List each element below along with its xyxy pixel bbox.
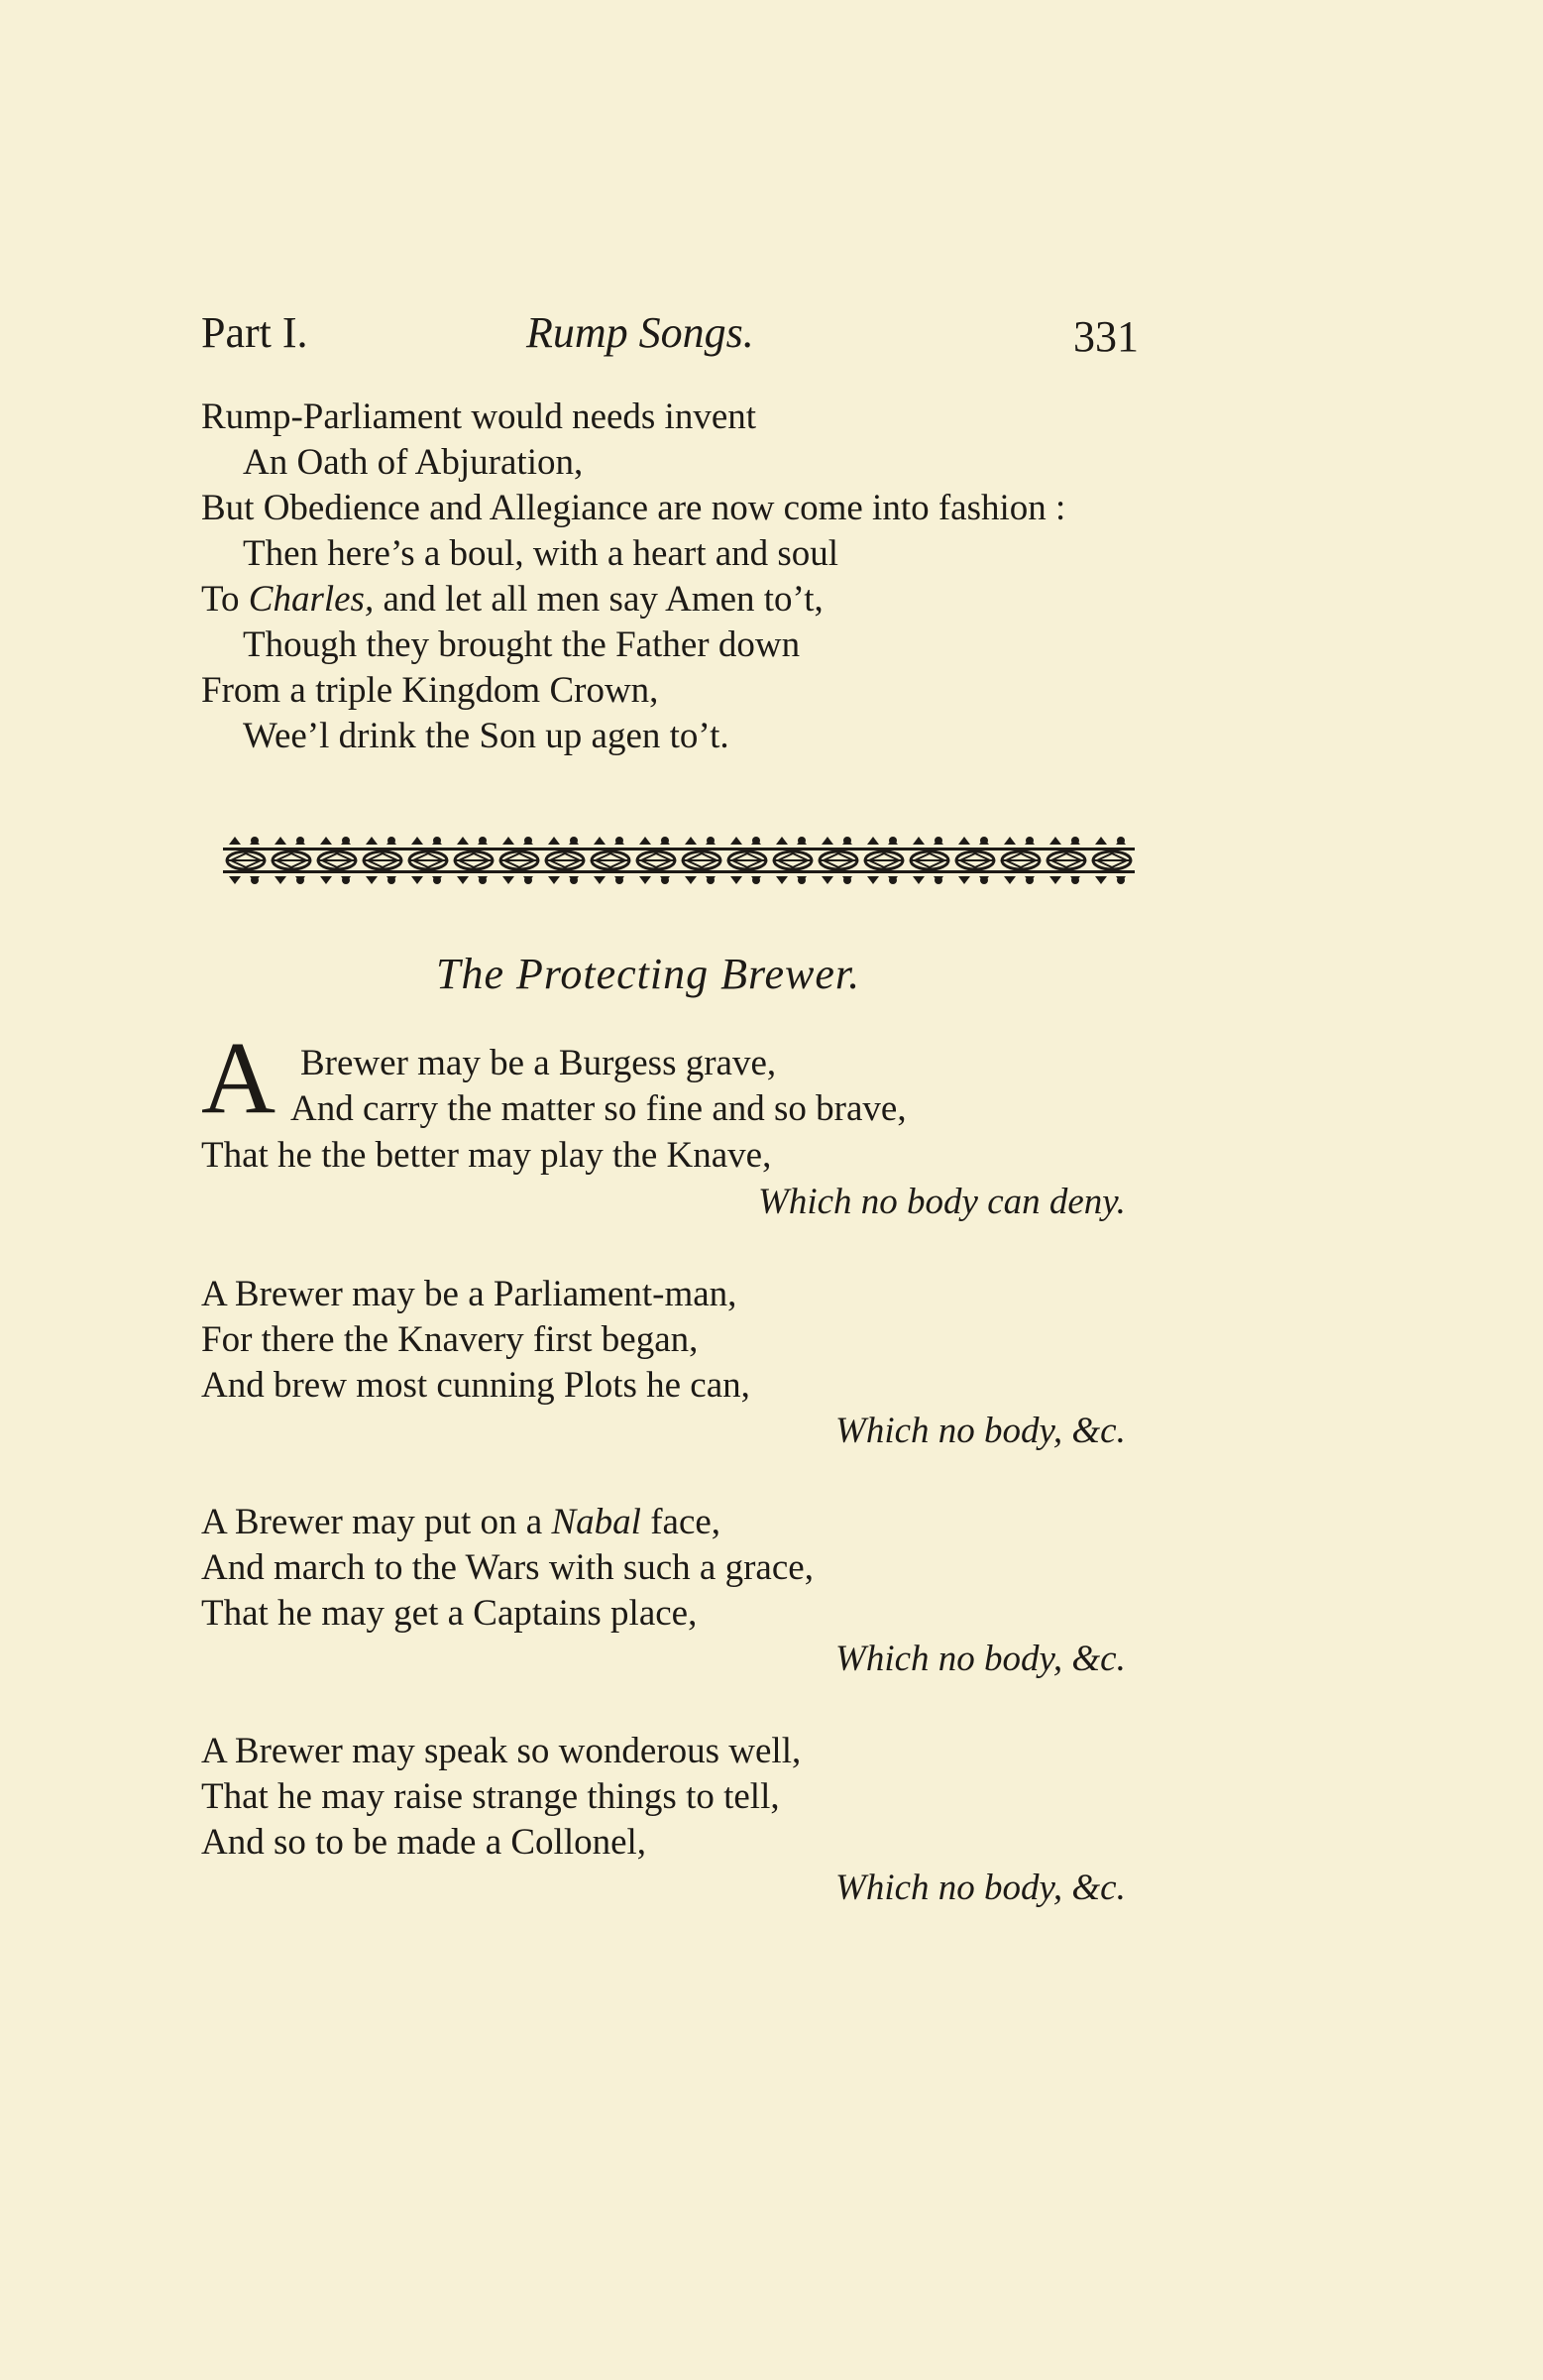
verse-line: An Oath of Abjuration, (243, 442, 584, 483)
poem-title: The Protecting Brewer. (436, 950, 861, 998)
verse-refrain: Which no body, &c. (835, 1639, 1126, 1679)
verse-text: face, (650, 1502, 721, 1542)
verse-line: And brew most cunning Plots he can, (201, 1365, 750, 1406)
verse-line (201, 1500, 720, 1545)
verse-line: A Brewer may speak so wonderous well, (201, 1731, 802, 1771)
ornament-band (223, 833, 1135, 888)
verse-refrain: Which no body can deny. (758, 1182, 1126, 1222)
verse-refrain: Which no body, &c. (835, 1411, 1126, 1451)
verse-refrain: Which no body, &c. (835, 1868, 1126, 1908)
verse-line: For there the Knavery first began, (201, 1319, 699, 1360)
verse-line: And so to be made a Collonel, (201, 1822, 647, 1863)
drop-cap: A (201, 1021, 276, 1135)
verse-line: Rump-Parliament would needs invent (201, 397, 757, 437)
verse-text: A Brewer may put on a (201, 1502, 543, 1542)
verse-line: Though they brought the Father down (243, 624, 801, 665)
verse-line: A Brewer may be a Parliament-man, (201, 1274, 737, 1314)
verse-line: That he the better may play the Knave, (201, 1135, 772, 1176)
verse-name-charles: Charles, (248, 579, 375, 620)
verse-line: From a triple Kingdom Crown, (201, 670, 659, 711)
verse-name-nabal: Nabal (551, 1502, 641, 1542)
verse-line (201, 577, 824, 623)
verse-line: And march to the Wars with such a grace, (201, 1547, 814, 1588)
verse-line: But Obedience and Allegiance are now come into fashion : (201, 488, 1066, 528)
verse-line: That he may raise strange things to tell, (201, 1776, 780, 1817)
verse-line: And carry the matter so fine and so brave, (290, 1088, 907, 1129)
part-label: Part I. (201, 308, 308, 357)
verse-line: Then here’s a boul, with a heart and soul (243, 533, 839, 574)
verse-text: and let all men say Amen to’t, (383, 579, 824, 620)
verse-line: Wee’l drink the Son up agen to’t. (243, 716, 729, 756)
verse-line: That he may get a Captains place, (201, 1593, 698, 1634)
verse-text: To (201, 579, 240, 620)
running-title: Rump Songs. (526, 308, 754, 357)
page-number: 331 (1073, 312, 1139, 361)
verse-line: Brewer may be a Burgess grave, (300, 1043, 777, 1083)
